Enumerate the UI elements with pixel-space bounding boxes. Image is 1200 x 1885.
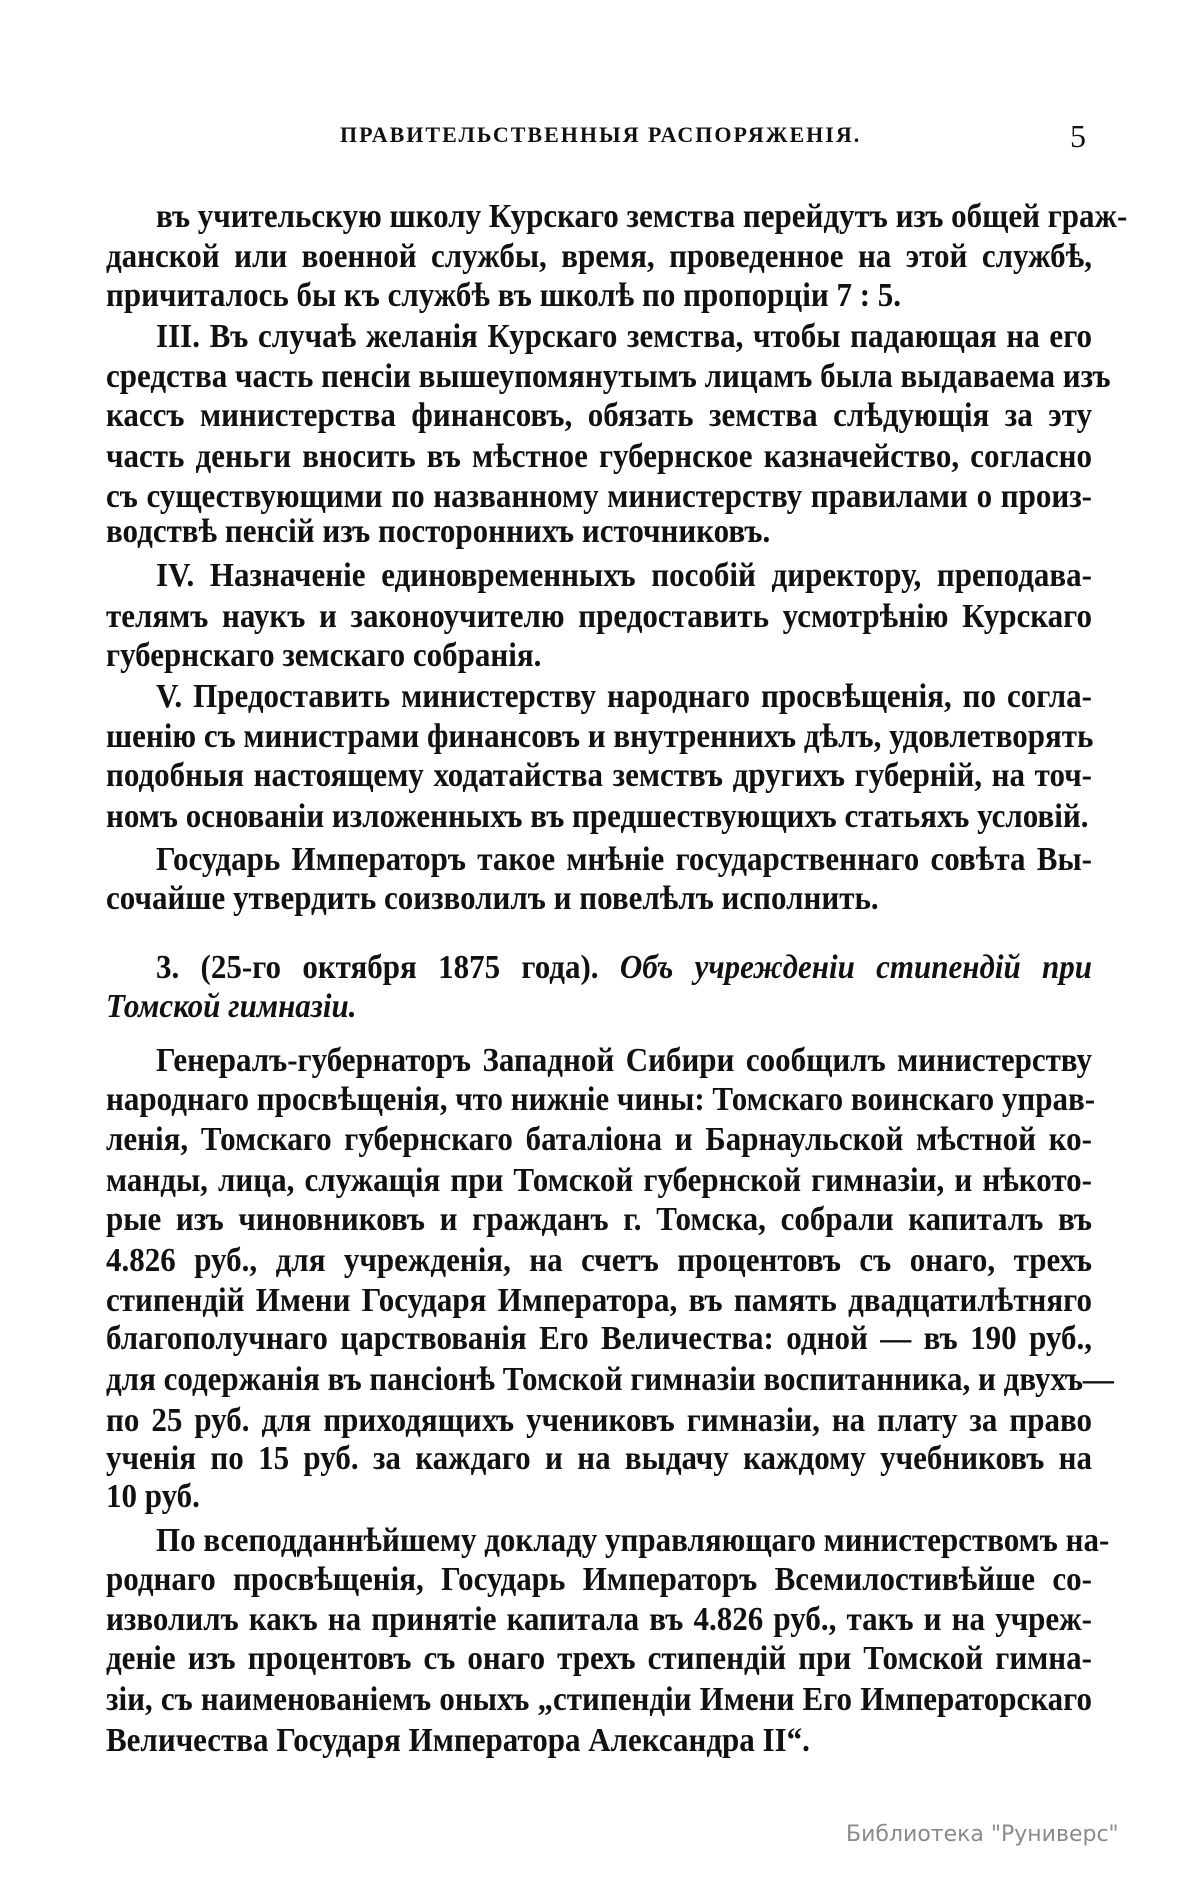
text-line: Величества Государя Императора Александра II“. [106, 1720, 810, 1759]
text-line: III. Въ случаѣ желанія Курскаго земства, чтобы падающая на его [156, 316, 1092, 355]
text-line: V. Предоставить министерству народнаго просвѣщенія, по согла- [156, 676, 1092, 715]
text-line: зіи, съ наименованіемъ оныхъ „стипендіи Имени Его Императорскаго [106, 1679, 1092, 1718]
text-line: для содержанія въ пансіонѣ Томской гимназіи воспитанника, и двухъ— [106, 1359, 1114, 1398]
text-line: ученія по 15 руб. за каждаго и на выдачу каждому учебниковъ на [106, 1438, 1092, 1477]
text-line: 4.826 руб., для учрежденія, на счетъ процентовъ съ онаго, трехъ [106, 1240, 1092, 1279]
page-number: 5 [1070, 118, 1086, 154]
text-line: стипендій Имени Государя Императора, въ память двадцатилѣтняго [106, 1280, 1092, 1319]
section-heading-line [156, 945, 1092, 989]
text-line: сочайше утвердить соизволилъ и повелѣлъ исполнить. [106, 878, 879, 917]
text-line: подобныя настоящему ходатайства земствъ другихъ губерній, на точ- [106, 755, 1092, 794]
text-line: телямъ наукъ и законоучителю предоставить усмотрѣнію Курскаго [106, 596, 1092, 635]
text-line: изволилъ какъ на принятіе капитала въ 4.826 руб., такъ и на учреж- [106, 1599, 1092, 1638]
heading-title-segment: Томской гимназіи. [106, 986, 357, 1025]
heading-date-segment: 3. (25-го октября 1875 года). [156, 947, 620, 986]
library-watermark: Библиотека "Руниверс" [846, 1822, 1119, 1847]
text-line: часть деньги вносить въ мѣстное губернское казначейство, согласно [106, 436, 1092, 475]
text-line: рые изъ чиновниковъ и гражданъ г. Томска, собрали капиталъ въ [106, 1199, 1092, 1238]
text-line: съ существующими по названному министерству правилами о произ- [106, 476, 1092, 515]
text-line: деніе изъ процентовъ съ онаго трехъ стипендій при Томской гимна- [106, 1638, 1092, 1677]
text-line: номъ основаніи изложенныхъ въ предшествующихъ статьяхъ условій. [106, 796, 1089, 835]
text-line: По всеподданнѣйшему докладу управляющаго министерствомъ на- [156, 1520, 1110, 1559]
text-line: данской или военной службы, время, проведенное на этой службѣ, [106, 236, 1092, 275]
text-line: средства часть пенсіи вышеупомянутымъ лицамъ была выдаваема изъ [106, 356, 1111, 395]
text-line: губернскаго земскаго собранія. [106, 635, 542, 674]
text-line: народнаго просвѣщенія, что нижніе чины: Томскаго воинскаго управ- [106, 1079, 1096, 1118]
text-line: ленія, Томскаго губернскаго баталіона и Барнаульской мѣстной ко- [106, 1119, 1092, 1158]
text-line: кассъ министерства финансовъ, обязать земства слѣдующія за эту [106, 395, 1092, 434]
text-line: въ учительскую школу Курскаго земства перейдутъ изъ общей граж- [156, 196, 1128, 235]
text-line: 10 руб. [106, 1476, 200, 1515]
text-line: водствѣ пенсій изъ постороннихъ источниковъ. [106, 511, 771, 550]
text-line: шенію съ министрами финансовъ и внутреннихъ дѣлъ, удовлетворять [106, 716, 1094, 755]
text-line: Государь Императоръ такое мнѣніе государственнаго совѣта Вы- [156, 839, 1092, 878]
section-heading-line [106, 984, 1092, 1028]
text-line: благополучнаго царствованія Его Величества: одной — въ 190 руб., [106, 1318, 1092, 1357]
heading-title-segment: Объ учрежденіи стипендій при [619, 947, 1092, 986]
text-line: манды, лица, служащія при Томской губернской гимназіи, и нѣкото- [106, 1160, 1092, 1199]
text-line: по 25 руб. для приходящихъ учениковъ гимназіи, на плату за право [106, 1400, 1092, 1439]
text-line: роднаго просвѣщенія, Государь Императоръ Всемилостивѣйше со- [106, 1559, 1092, 1598]
text-line: причиталось бы къ службѣ въ школѣ по пропорціи 7 : 5. [106, 275, 902, 314]
text-line: Генералъ-губернаторъ Западной Сибири сообщилъ министерству [156, 1040, 1092, 1079]
running-title: ПРАВИТЕЛЬСТВЕННЫЯ РАСПОРЯЖЕНІЯ. [340, 122, 862, 147]
text-line: IV. Назначеніе единовременныхъ пособій директору, преподава- [156, 555, 1092, 594]
